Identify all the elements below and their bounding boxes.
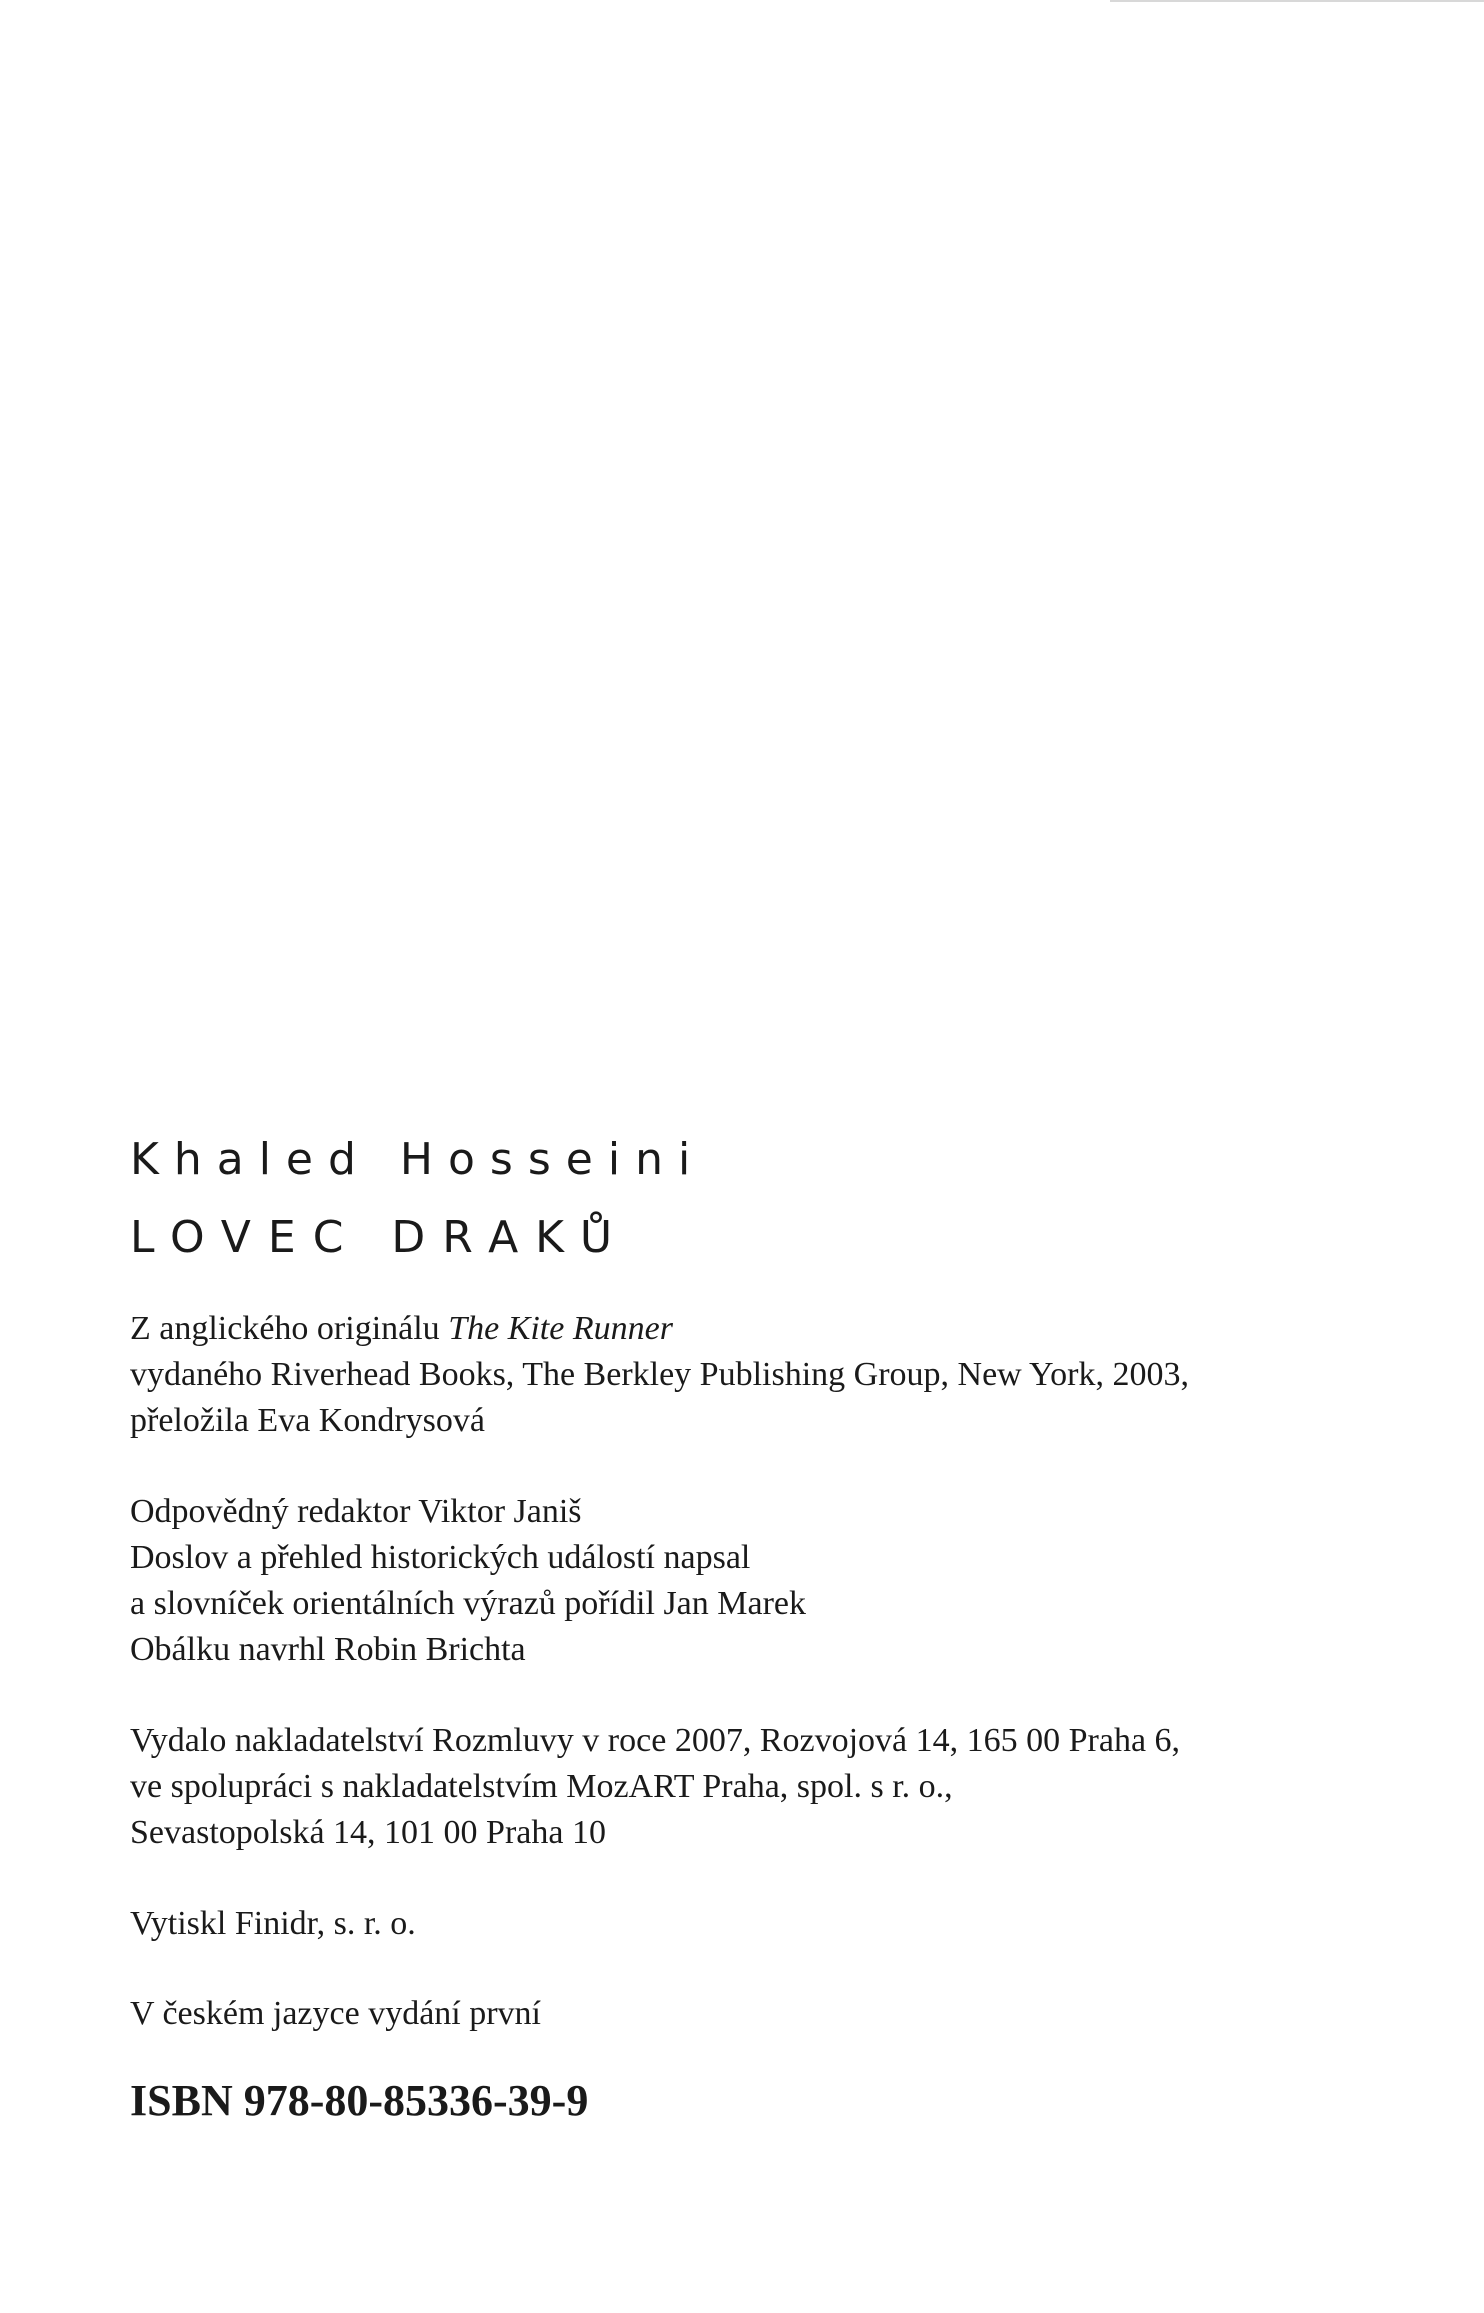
edition-line: V českém jazyce vydání první — [130, 1995, 542, 2032]
original-title-line — [130, 1306, 1390, 1352]
title-header — [130, 1128, 705, 1270]
imprint-block — [130, 1306, 1390, 2129]
printer-info — [130, 1901, 1390, 1947]
afterword-line: Doslov a přehled historických událostí napsal — [130, 1539, 751, 1576]
book-title: LOVEC DRAKŮ — [130, 1212, 630, 1263]
editor-line: Odpovědný redaktor Viktor Janiš — [130, 1493, 582, 1530]
original-title: The Kite Runner — [448, 1310, 673, 1347]
original-publisher-line: vydaného Riverhead Books, The Berkley Publishing Group, New York, 2003, — [130, 1356, 1189, 1393]
original-title-prefix: Z anglického originálu — [130, 1310, 449, 1347]
publisher-info — [130, 1718, 1390, 1856]
publisher-line-2: ve spolupráci s nakladatelstvím MozART Praha, spol. s r. o., — [130, 1768, 953, 1805]
author-name: Khaled Hosseini — [130, 1134, 706, 1185]
credits-info — [130, 1489, 1390, 1673]
glossary-line: a slovníček orientálních výrazů pořídil Jan Marek — [130, 1585, 806, 1622]
cover-designer-line: Obálku navrhl Robin Brichta — [130, 1631, 526, 1668]
publisher-line-3: Sevastopolská 14, 101 00 Praha 10 — [130, 1814, 606, 1851]
printer-line: Vytiskl Finidr, s. r. o. — [130, 1905, 416, 1942]
isbn-number: ISBN 978-80-85336-39-9 — [130, 2076, 589, 2125]
top-edge-rule — [1110, 0, 1484, 2]
original-edition-info — [130, 1306, 1390, 1444]
publisher-line-1: Vydalo nakladatelství Rozmluvy v roce 2007, Rozvojová 14, 165 00 Praha 6, — [130, 1722, 1181, 1759]
edition-info — [130, 1991, 1390, 2037]
translator-line: přeložila Eva Kondrysová — [130, 1402, 485, 1439]
